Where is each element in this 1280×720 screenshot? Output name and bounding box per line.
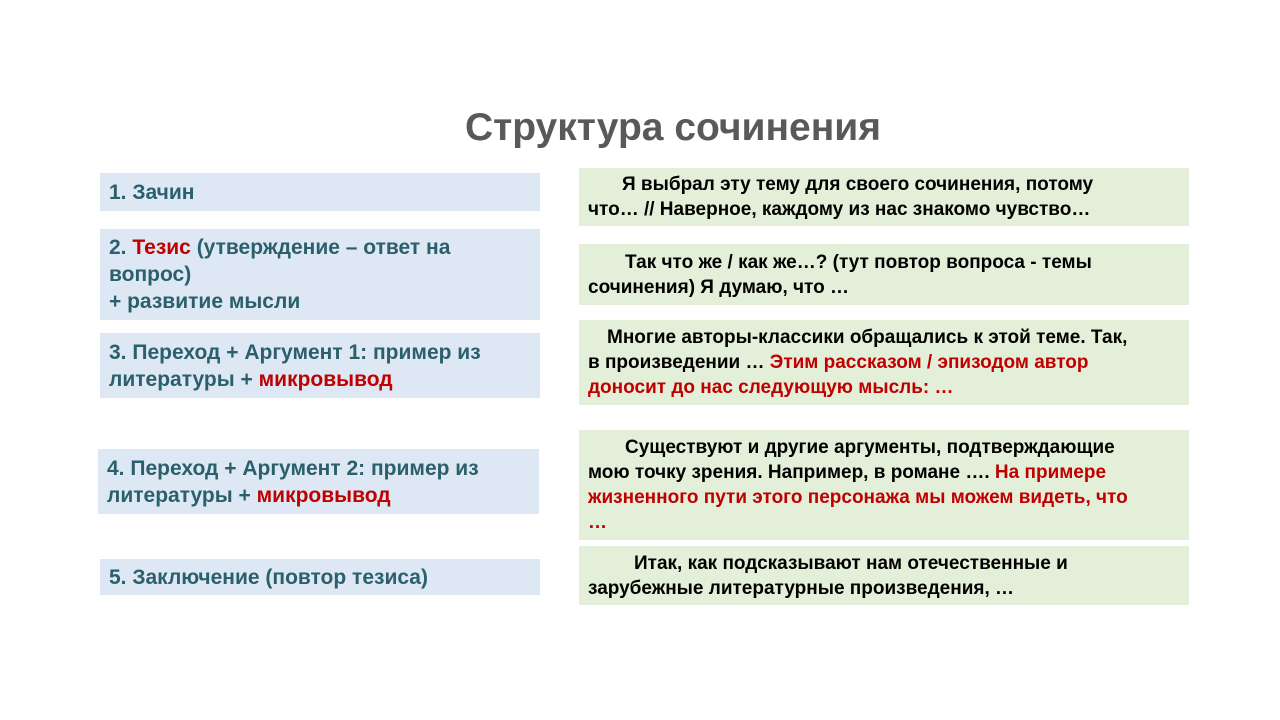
step-4-text-line-2	[588, 460, 1180, 485]
step-1-text-box	[579, 168, 1189, 226]
step-2-text-box	[579, 244, 1189, 305]
step-3-label-line-1: 3. Переход + Аргумент 1: пример из	[109, 340, 481, 364]
step-4-text-line-3: жизненного пути этого персонажа мы можем видеть, что	[588, 487, 1128, 508]
step-4-microconclusion: микровывод	[256, 483, 391, 507]
step-4-label-plain: литературы +	[107, 483, 257, 507]
step-2-text-line-1: Так что же / как же…? (тут повтор вопроса - темы	[625, 251, 1092, 273]
step-4-text-line-1: Существуют и другие аргументы, подтверждающие	[625, 437, 1115, 458]
step-2-label-prefix: 2.	[109, 236, 133, 259]
step-5-text-line-2: зарубежные литературные произведения, …	[588, 577, 1015, 599]
step-2-text-line-2: сочинения) Я думаю, что …	[588, 276, 849, 298]
step-5-label-box	[100, 559, 540, 595]
step-4-label-line-2	[107, 482, 530, 509]
thesis-keyword: Тезис	[132, 236, 191, 259]
step-1-label: 1. Зачин	[109, 180, 195, 204]
step-4-text-red: На примере	[994, 462, 1107, 483]
step-3-label-line-2	[109, 366, 531, 393]
step-3-label-box	[100, 333, 540, 398]
step-3-text-plain: в произведении …	[588, 352, 770, 373]
step-4-text-plain: мою точку зрения. Например, в романе ….	[588, 462, 995, 483]
step-2-label-line-2: вопрос)	[109, 263, 192, 286]
step-4-text-box	[579, 430, 1189, 540]
step-5-text-box	[579, 546, 1189, 605]
step-2-label-box	[100, 229, 540, 320]
step-3-text-box	[579, 320, 1189, 405]
step-3-label-plain: литературы +	[109, 367, 259, 391]
slide-title: Структура сочинения	[464, 106, 882, 149]
step-1-text-line-1: Я выбрал эту тему для своего сочинения, потому	[622, 174, 1094, 195]
step-2-label-rest: (утверждение – ответ на	[190, 236, 451, 259]
step-3-text-line-1: Многие авторы-классики обращались к этой теме. Так,	[607, 327, 1128, 348]
step-4-label-box	[98, 449, 539, 514]
step-1-text-line-2: что… // Наверное, каждому из нас знакомо чувство…	[588, 199, 1091, 220]
step-3-microconclusion: микровывод	[258, 367, 393, 391]
step-2-label-line-3: + развитие мысли	[109, 290, 301, 313]
step-1-label-box	[100, 173, 540, 211]
step-5-text-line-1: Итак, как подсказывают нам отечественные и	[634, 552, 1068, 574]
step-2-label-line-1	[109, 234, 531, 261]
step-4-label-line-1: 4. Переход + Аргумент 2: пример из	[107, 456, 479, 480]
step-3-text-line-3: доносит до нас следующую мысль: …	[588, 377, 954, 398]
step-3-text-red: Этим рассказом / эпизодом автор	[769, 352, 1089, 373]
step-5-label: 5. Заключение (повтор тезиса)	[109, 565, 428, 589]
step-3-text-line-2	[588, 350, 1180, 375]
step-4-text-line-4: …	[588, 512, 607, 533]
